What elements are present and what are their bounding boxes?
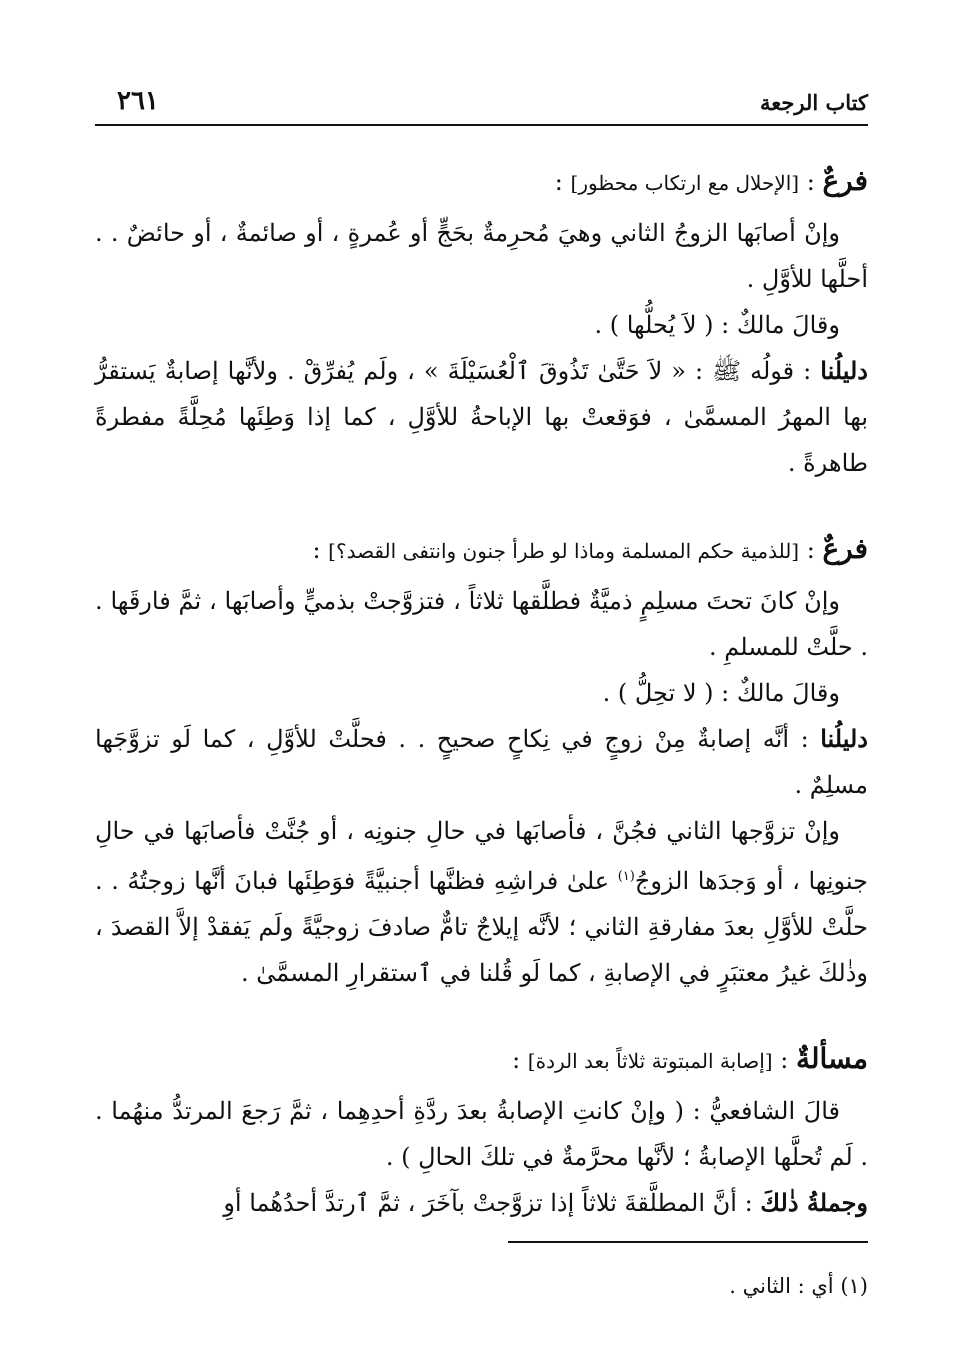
page-header: [95, 84, 868, 126]
section-lead: فرعٌ: [822, 164, 868, 197]
paragraph: وإنْ كانَ تحتَ مسلِمٍ ذميَّةٌ فطلَّقها ثلاثاً ، فتزوَّجتْ بذميٍّ وأصابَها ، ثمَّ فارقَها . . حلَّتْ للمسلمِ .: [95, 587, 868, 661]
summary-lead: وجملةُ ذٰلكَ: [760, 1188, 868, 1217]
paragraph: وقالَ مالكٌ : ( لاَ يُحلُّها ) .: [594, 311, 840, 339]
chapter-title: كتاب الرجعة: [759, 90, 868, 115]
spacer: [95, 996, 868, 1036]
paragraph: [95, 808, 868, 996]
paragraph: وإنْ أصابَها الزوجُ الثاني وهيَ مُحرِمةٌ بحَجٍّ أو عُمرةٍ ، أو صائمةٌ ، أو حائضٌ . . أحلَّها للأوَّلِ .: [95, 219, 868, 293]
footnote-divider: [508, 1241, 868, 1243]
paragraph: [95, 1180, 868, 1226]
section-title: [للذمية حكم المسلمة وماذا لو طرأ جنون وانتفى القصد؟]: [328, 539, 800, 563]
paragraph: [95, 348, 868, 486]
footnote-text: أي : الثاني .: [729, 1274, 834, 1298]
footnote-number: (١): [840, 1274, 868, 1298]
summary-text: : أنَّ المطلَّقةَ ثلاثاً إذا تزوَّجتْ بآخَرَ ، ثمَّ ٱرتدَّ أحدُهُما أوِ: [223, 1189, 753, 1217]
paragraph: قالَ الشافعيُّ : ( وإنْ كانتِ الإصابةُ بعدَ ردَّةِ أحدِهِما ، ثمَّ رَجعَ المرتدُّ منهُما . . لَم تُحلَّها الإصابةُ ؛ لأنَّها محرَّمةٌ في تلكَ الحالِ ) .: [95, 1097, 868, 1171]
page-body: [95, 158, 868, 1226]
evidence-text: : قولُه ﷺ : « لاَ حَتَّىٰ تَذُوقَ ٱلْعُسَيْلَةَ » ، ولَم يُفرِّقْ . ولأنَّها إصابةٌ يَستقرُّ بها المهرُ المسمَّىٰ ، فوَقعتْ بها الإباحةُ للأوَّلِ ، كما إذا وَطِئَها مُحِلَّةً مفطرةً طاهرةً .: [95, 357, 868, 477]
spacer: [95, 486, 868, 526]
paragraph: [95, 716, 868, 808]
paragraph-part: وإنْ تزوَّجها الثاني فجُنَّ ، فأصابَها في حالِ جنونِه ، أو جُنَّتْ فأصابَها في حالِ جنونِها ، أو وَجدَها الزوجُ: [95, 817, 868, 895]
evidence-lead: دليلُنا: [820, 724, 868, 753]
footnote: [95, 1274, 868, 1298]
evidence-lead: دليلُنا: [820, 356, 868, 385]
evidence-text: : أنَّه إصابةٌ مِنْ زوجٍ في نِكاحٍ صحيحٍ . . فحلَّتْ للأوَّلِ ، كما لَو تزوَّجَها مسلِمٌ .: [95, 725, 868, 799]
footnote-ref: (١): [617, 869, 635, 884]
section-lead: مسألةٌ: [795, 1042, 868, 1075]
section-title: [الإحلال مع ارتكاب محظور]: [570, 171, 800, 195]
paragraph: وقالَ مالكٌ : ( لا تحِلُّ ) .: [602, 679, 840, 707]
section-lead: فرعٌ: [822, 532, 868, 565]
section-title: [إصابة المبتوتة ثلاثاً بعد الردة]: [527, 1049, 773, 1073]
page-number: ٢٦١: [117, 86, 159, 116]
section-heading: فرعٌ : [للذمية حكم المسلمة وماذا لو طرأ جنون وانتفى القصد؟] :: [312, 532, 868, 565]
section-heading: مسألةٌ : [إصابة المبتوتة ثلاثاً بعد الردة] :: [512, 1042, 868, 1075]
paragraph-part: علىٰ فراشِهِ فظنَّها أجنبيَّةً فوَطِئَها فبانَ أنَّها زوجتُهُ . . حلَّتْ للأوَّلِ بعدَ مفارقةِ الثاني ؛ لأنَّه إيلاجٌ تامٌّ صادفَ زوجيَّةً ولَم يَفقدْ إلاَّ القصدَ ، وذٰلكَ غيرُ معتبَرٍ في الإصابةِ ، كما لَو قُلنا في ٱستقرارِ المسمَّىٰ .: [95, 867, 868, 987]
section-heading: فرعٌ : [الإحلال مع ارتكاب محظور] :: [554, 164, 868, 197]
